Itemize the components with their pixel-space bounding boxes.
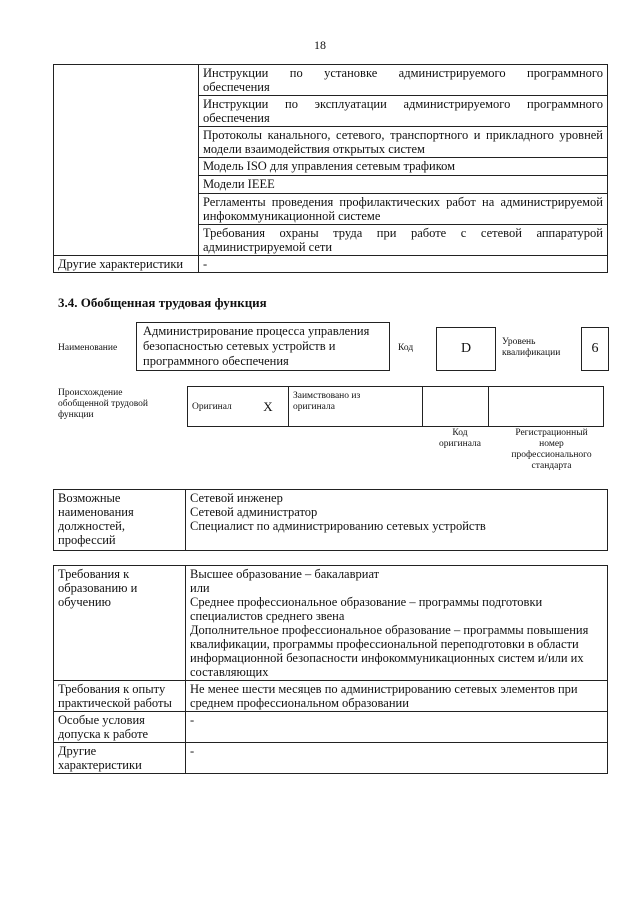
knowledge-row: Инструкции по установке администрируемого программного обеспечения — [199, 65, 608, 96]
position-item: Сетевой инженер — [190, 491, 283, 505]
original-mark: X — [248, 387, 289, 427]
reg-number-cell — [489, 387, 604, 427]
requirements-table — [53, 565, 608, 774]
conditions-value: - — [186, 712, 608, 743]
original-label: Оригинал — [188, 387, 249, 427]
experience-value: Не менее шести месяцев по администрированию сетевых элементов при среднем профессиональном образовании — [186, 681, 608, 712]
code-label: Код — [398, 343, 414, 353]
knowledge-row: Инструкции по эксплуатации администрируемого программного обеспечения — [199, 96, 608, 127]
knowledge-row: Модель ISO для управления сетевым трафиком — [199, 158, 608, 176]
level-value: 6 — [581, 327, 609, 371]
section-heading: 3.4. Обобщенная трудовая функция — [58, 295, 267, 310]
position-item: Специалист по администрированию сетевых устройств — [190, 519, 486, 533]
other-characteristics-value: - — [199, 256, 608, 273]
other-characteristics-label: Другие характеристики — [54, 256, 199, 273]
positions-label: Возможные наименования должностей, профессий — [54, 490, 186, 551]
page-number: 18 — [314, 38, 326, 52]
knowledge-table — [53, 64, 608, 273]
origin-label: Происхождение обобщенной трудовой функции — [58, 388, 148, 420]
position-item: Сетевой администратор — [190, 505, 318, 519]
positions-table — [53, 489, 608, 551]
reg-number-caption: Регистрационный номер профессионального стандарта — [511, 428, 592, 471]
conditions-label: Особые условия допуска к работе — [54, 712, 186, 743]
education-value: Высшее образование – бакалавриат или Среднее профессиональное образование – программы подготовки специалистов среднего звена Дополнительное профессиональное образование – программы повышения квалификации, программы профессиональной переподготовки в области информационной безопасности инфокоммуникационных систем и/или их составляющих — [186, 566, 608, 681]
knowledge-row: Протоколы канального, сетевого, транспортного и прикладного уровней модели взаимодействия открытых систем — [199, 127, 608, 158]
origin-table — [187, 386, 604, 427]
other-value: - — [186, 743, 608, 774]
positions-values — [186, 490, 608, 551]
knowledge-row: Требования охраны труда при работе с сетевой аппаратурой администрируемой сети — [199, 225, 608, 256]
code-original-cell — [423, 387, 489, 427]
knowledge-row: Регламенты проведения профилактических работ на администрируемой инфокоммуникационной системе — [199, 194, 608, 225]
knowledge-row: Модели IEEE — [199, 176, 608, 194]
name-value-box: Администрирование процесса управления безопасностью сетевых устройств и программного обеспечения — [136, 322, 390, 371]
borrowed-label: Заимствовано из оригинала — [289, 387, 423, 427]
name-label: Наименование — [58, 343, 118, 353]
education-label: Требования к образованию и обучению — [54, 566, 186, 681]
knowledge-label-cell — [54, 65, 199, 256]
code-value: D — [436, 327, 496, 371]
experience-label: Требования к опыту практической работы — [54, 681, 186, 712]
other-label: Другие характеристики — [54, 743, 186, 774]
code-original-caption: Код оригинала — [439, 428, 481, 449]
level-label: Уровень квалификации — [502, 337, 561, 358]
